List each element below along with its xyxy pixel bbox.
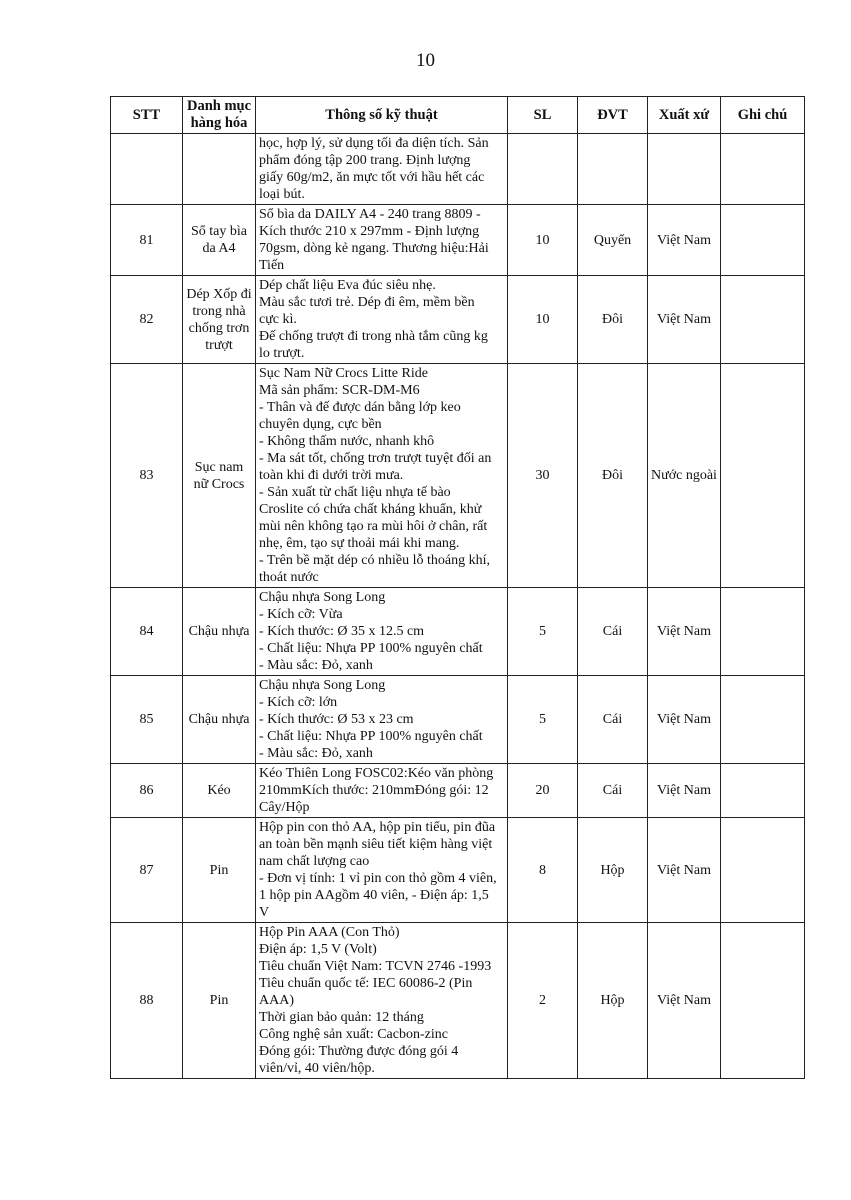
spec-line: Sổ bìa da DAILY A4 - 240 trang 8809 - [259, 207, 481, 222]
header-stt: STT [111, 97, 183, 134]
spec-line: Điện áp: 1,5 V (Volt) [259, 942, 377, 957]
spec-line: Công nghệ sản xuất: Cacbon-zinc [259, 1027, 448, 1042]
row-quantity: 10 [508, 205, 578, 276]
table-row [111, 588, 805, 676]
row-unit [578, 134, 648, 205]
row-note [721, 134, 805, 205]
spec-line: Màu sắc tươi trẻ. Dép đi êm, mềm bền [259, 295, 475, 310]
row-note [721, 818, 805, 923]
spec-line: Thời gian bảo quản: 12 tháng [259, 1010, 424, 1025]
row-item-name [183, 134, 256, 205]
header-ghi-chu: Ghi chú [721, 97, 805, 134]
table-row [111, 923, 805, 1079]
spec-line: - Chất liệu: Nhựa PP 100% nguyên chất [259, 641, 483, 656]
header-dvt: ĐVT [578, 97, 648, 134]
spec-line: toàn khi đi dưới trời mưa. [259, 468, 404, 483]
spec-line: cực kì. [259, 312, 297, 327]
row-item-name: Sổ tay bìa da A4 [183, 205, 256, 276]
row-origin: Nước ngoài [648, 364, 721, 588]
row-stt: 81 [111, 205, 183, 276]
row-spec [256, 276, 508, 364]
spec-line: 210mmKích thước: 210mmĐóng gói: 12 [259, 783, 489, 798]
spec-line: Kéo Thiên Long FOSC02:Kéo văn phòng [259, 766, 494, 781]
row-quantity: 30 [508, 364, 578, 588]
row-note [721, 276, 805, 364]
spec-line: - Kích thước: Ø 53 x 23 cm [259, 712, 414, 727]
spec-line: Chậu nhựa Song Long [259, 590, 386, 605]
spec-line: - Màu sắc: Đỏ, xanh [259, 658, 373, 673]
row-item-name: Pin [183, 818, 256, 923]
row-spec [256, 923, 508, 1079]
row-spec [256, 134, 508, 205]
row-note [721, 588, 805, 676]
spec-line: loại bút. [259, 187, 305, 202]
row-unit: Cái [578, 676, 648, 764]
row-origin: Việt Nam [648, 764, 721, 818]
spec-line: Đóng gói: Thường được đóng gói 4 [259, 1044, 459, 1059]
row-unit: Hộp [578, 923, 648, 1079]
table-header-row [111, 97, 805, 134]
spec-line: - Kích cỡ: lớn [259, 695, 338, 710]
spec-line: 70gsm, dòng kẻ ngang. Thương hiệu:Hải [259, 241, 489, 256]
row-origin: Việt Nam [648, 818, 721, 923]
row-item-name: Dép Xốp đi trong nhà chống trơn trượt [183, 276, 256, 364]
row-stt: 86 [111, 764, 183, 818]
table-row [111, 818, 805, 923]
row-stt: 83 [111, 364, 183, 588]
table-row [111, 205, 805, 276]
spec-line: V [259, 905, 270, 920]
spec-line: Kích thước 210 x 297mm - Định lượng [259, 224, 480, 239]
header-danh-muc: Danh mục hàng hóa [183, 97, 256, 134]
row-spec [256, 364, 508, 588]
row-unit: Đôi [578, 276, 648, 364]
spec-line: Hộp pin con thỏ AA, hộp pin tiểu, pin đũa [259, 820, 496, 835]
spec-line: Cây/Hộp [259, 800, 310, 815]
table-row [111, 276, 805, 364]
row-quantity: 10 [508, 276, 578, 364]
row-item-name: Kéo [183, 764, 256, 818]
row-unit: Cái [578, 588, 648, 676]
spec-line: - Chất liệu: Nhựa PP 100% nguyên chất [259, 729, 483, 744]
row-note [721, 364, 805, 588]
table-body [111, 134, 805, 1079]
spec-line: - Đơn vị tính: 1 vỉ pin con thỏ gồm 4 viên, [259, 871, 497, 886]
spec-line: AAA) [259, 993, 294, 1008]
row-spec [256, 205, 508, 276]
spec-line: - Thân và đế được dán bằng lớp keo [259, 400, 461, 415]
spec-line: Tiến [259, 258, 285, 273]
row-note [721, 923, 805, 1079]
row-spec [256, 676, 508, 764]
row-unit: Cái [578, 764, 648, 818]
spec-line: chuyên dụng, cực bền [259, 417, 382, 432]
spec-line: - Sản xuất từ chất liệu nhựa tế bào [259, 485, 451, 500]
header-sl: SL [508, 97, 578, 134]
spec-line: Đế chống trượt đi trong nhà tắm cũng kg [259, 329, 488, 344]
row-unit: Hộp [578, 818, 648, 923]
row-quantity: 20 [508, 764, 578, 818]
spec-line: - Ma sát tốt, chống trơn trượt tuyệt đối an [259, 451, 492, 466]
row-spec [256, 818, 508, 923]
row-note [721, 764, 805, 818]
spec-line: phẩm đóng tập 200 trang. Định lượng [259, 153, 471, 168]
row-origin: Việt Nam [648, 276, 721, 364]
spec-line: 1 hộp pin AAgồm 40 viên, - Điện áp: 1,5 [259, 888, 489, 903]
row-quantity: 2 [508, 923, 578, 1079]
row-unit: Đôi [578, 364, 648, 588]
table-row [111, 364, 805, 588]
spec-line: Chậu nhựa Song Long [259, 678, 386, 693]
table-row [111, 134, 805, 205]
spec-line: - Kích cỡ: Vừa [259, 607, 343, 622]
spec-line: Croslite có chứa chất kháng khuẩn, khử [259, 502, 482, 517]
row-origin: Việt Nam [648, 588, 721, 676]
spec-line: học, hợp lý, sử dụng tối đa diện tích. Sản [259, 136, 489, 151]
page-number: 10 [416, 50, 435, 71]
row-item-name: Chậu nhựa [183, 676, 256, 764]
row-origin: Việt Nam [648, 676, 721, 764]
row-unit: Quyển [578, 205, 648, 276]
table-row [111, 676, 805, 764]
table-row [111, 764, 805, 818]
spec-line: Tiêu chuẩn quốc tế: IEC 60086-2 (Pin [259, 976, 473, 991]
spec-line: lo trượt. [259, 346, 305, 361]
spec-line: nam chất lượng cao [259, 854, 370, 869]
row-origin: Việt Nam [648, 205, 721, 276]
row-stt: 84 [111, 588, 183, 676]
spec-line: - Trên bề mặt dép có nhiều lỗ thoáng khí, [259, 553, 490, 568]
spec-line: - Kích thước: Ø 35 x 12.5 cm [259, 624, 425, 639]
row-stt: 85 [111, 676, 183, 764]
spec-line: Dép chất liệu Eva đúc siêu nhẹ. [259, 278, 436, 293]
spec-line: mùi nên không tạo ra mùi hôi ở chân, rất [259, 519, 488, 534]
spec-line: Tiêu chuẩn Việt Nam: TCVN 2746 -1993 [259, 959, 492, 974]
row-quantity: 5 [508, 676, 578, 764]
row-quantity: 8 [508, 818, 578, 923]
product-spec-table [110, 96, 805, 1079]
row-item-name: Sục nam nữ Crocs [183, 364, 256, 588]
spec-line: viên/vỉ, 40 viên/hộp. [259, 1061, 375, 1076]
row-item-name: Chậu nhựa [183, 588, 256, 676]
spec-line: - Không thấm nước, nhanh khô [259, 434, 435, 449]
row-note [721, 676, 805, 764]
row-stt: 87 [111, 818, 183, 923]
row-origin: Việt Nam [648, 923, 721, 1079]
row-stt: 88 [111, 923, 183, 1079]
spec-line: Hộp Pin AAA (Con Thỏ) [259, 925, 400, 940]
header-thong-so: Thông số kỹ thuật [256, 97, 508, 134]
row-item-name: Pin [183, 923, 256, 1079]
row-spec [256, 764, 508, 818]
row-spec [256, 588, 508, 676]
row-quantity: 5 [508, 588, 578, 676]
spec-line: giấy 60g/m2, ăn mực tốt với hầu hết các [259, 170, 485, 185]
row-stt: 82 [111, 276, 183, 364]
spec-line: - Màu sắc: Đỏ, xanh [259, 746, 373, 761]
row-note [721, 205, 805, 276]
spec-line: Sục Nam Nữ Crocs Litte Ride [259, 366, 428, 381]
spec-line: Mã sản phẩm: SCR-DM-M6 [259, 383, 420, 398]
row-origin [648, 134, 721, 205]
spec-line: nhẹ, êm, tạo sự thoải mái khi mang. [259, 536, 460, 551]
header-xuat-xu: Xuất xứ [648, 97, 721, 134]
row-stt [111, 134, 183, 205]
spec-line: an toàn bền mạnh siêu tiết kiệm hàng việt [259, 837, 493, 852]
spec-line: thoát nước [259, 570, 319, 585]
row-quantity [508, 134, 578, 205]
